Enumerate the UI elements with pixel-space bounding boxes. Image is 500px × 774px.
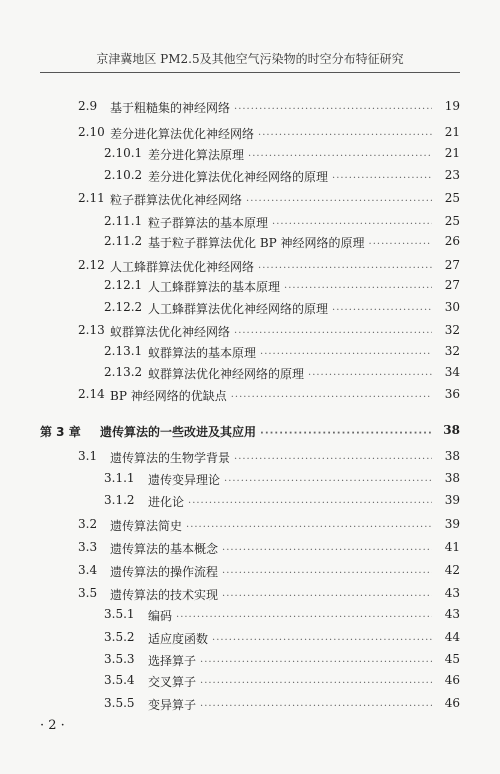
toc-entry-title: 蚁群算法的基本原理 <box>148 346 257 360</box>
toc-entry-title: 人工蜂群算法优化神经网络 <box>110 260 255 274</box>
toc-entry-title-line <box>110 191 436 208</box>
toc-entry-title-line <box>148 214 436 231</box>
leader-dots <box>200 678 432 689</box>
toc-entry-title: 人工蜂群算法优化神经网络的原理 <box>148 302 329 316</box>
toc-entry-number: 3.1.1 <box>104 471 135 485</box>
toc-entry-title: 差分进化算法优化神经网络 <box>110 127 255 141</box>
leader-dots <box>188 498 432 509</box>
toc-entry-page: 34 <box>444 365 460 379</box>
toc-entry-page: 41 <box>444 540 460 554</box>
leader-dots <box>222 545 432 556</box>
toc-entry-title-line <box>110 586 436 603</box>
toc-entry-title: 粒子群算法优化神经网络 <box>110 193 243 207</box>
toc-entry <box>0 694 500 714</box>
leader-dots <box>222 568 432 579</box>
leader-dots <box>246 196 432 207</box>
toc-entry-title: BP 神经网络的优缺点 <box>110 389 227 403</box>
toc-entry-title: 交叉算子 <box>148 675 197 689</box>
toc-entry-page: 42 <box>444 563 460 577</box>
toc-entry <box>0 447 500 467</box>
toc-entry <box>0 232 500 252</box>
toc-entry-page: 39 <box>444 493 460 507</box>
toc-entry-page: 38 <box>444 449 460 463</box>
toc-entry-title-line <box>110 258 436 275</box>
toc-entry-title-line <box>148 365 436 382</box>
leader-dots <box>369 239 432 250</box>
toc-entry-title-line <box>148 607 436 624</box>
page-number: · 2 · <box>40 718 65 733</box>
toc-entry <box>0 212 500 232</box>
toc-entry-title: 基于粒子群算法优化 BP 神经网络的原理 <box>148 236 365 250</box>
toc-entry-number: 2.11.2 <box>104 234 143 248</box>
toc-entry-number: 2.14 <box>78 387 105 401</box>
toc-entry <box>0 166 500 186</box>
toc-entry-title: 人工蜂群算法的基本原理 <box>148 280 281 294</box>
toc-entry <box>0 491 500 511</box>
toc-entry-number: 2.12.2 <box>104 300 143 314</box>
toc-entry <box>0 469 500 489</box>
toc-entry-page: 27 <box>444 258 460 272</box>
leader-dots <box>260 349 432 360</box>
leader-dots <box>272 219 432 230</box>
toc-entry <box>0 342 500 362</box>
toc-entry-title: 变异算子 <box>148 698 197 712</box>
toc-entry <box>0 628 500 648</box>
toc-entry-title-line <box>148 300 436 317</box>
toc-entry-title: 遗传算法简史 <box>110 519 183 533</box>
toc-entry-title: 遗传算法的生物学背景 <box>110 451 231 465</box>
toc-entry-title-line <box>148 146 436 163</box>
toc-entry-title-line <box>100 423 436 440</box>
toc-entry-number: 3.2 <box>78 517 98 531</box>
toc-entry-title: 遗传算法的基本概念 <box>110 542 219 556</box>
toc-entry <box>0 363 500 383</box>
toc-entry-title: 遗传变异理论 <box>148 473 221 487</box>
leader-dots <box>231 392 432 403</box>
toc-entry-page: 44 <box>444 630 460 644</box>
toc-entry <box>0 584 500 604</box>
toc-entry-title-line <box>148 696 436 713</box>
toc-entry-title-line <box>110 99 436 116</box>
toc-entry-page: 21 <box>444 146 460 160</box>
toc-entry <box>0 421 500 441</box>
toc-entry-number: 3.1.2 <box>104 493 135 507</box>
toc-entry-title-line <box>148 673 436 690</box>
toc-entry-page: 46 <box>444 696 460 710</box>
leader-dots <box>258 130 432 141</box>
toc-entry-number: 2.13 <box>78 323 105 337</box>
toc-entry-title: 遗传算法的一些改进及其应用 <box>100 425 257 439</box>
leader-dots <box>332 173 432 184</box>
toc-entry-page: 43 <box>444 607 460 621</box>
toc-entry-page: 23 <box>444 168 460 182</box>
toc-entry <box>0 144 500 164</box>
toc-entry-page: 43 <box>444 586 460 600</box>
toc-entry <box>0 538 500 558</box>
toc-entry-title-line <box>110 563 436 580</box>
toc-entry-title-line <box>148 630 436 647</box>
leader-dots <box>258 263 432 274</box>
toc-entry <box>0 515 500 535</box>
header-rule <box>40 72 460 73</box>
toc-entry-page: 32 <box>444 344 460 358</box>
leader-dots <box>308 370 432 381</box>
toc-entry-title-line <box>110 387 436 404</box>
toc-entry-title-line <box>110 125 436 142</box>
toc-entry-title-line <box>148 344 436 361</box>
leader-dots <box>176 612 432 623</box>
toc-entry <box>0 321 500 341</box>
toc-entry-number: 3.5.3 <box>104 652 135 666</box>
leader-dots <box>234 104 432 115</box>
toc-entry-title-line <box>148 234 436 251</box>
toc-entry-page: 25 <box>444 191 460 205</box>
toc-entry-number: 2.11.1 <box>104 214 143 228</box>
leader-dots <box>284 283 432 294</box>
toc-entry-number: 2.10 <box>78 125 105 139</box>
toc-entry-title: 粒子群算法的基本原理 <box>148 216 269 230</box>
toc-entry-page: 19 <box>444 99 460 113</box>
toc-entry <box>0 123 500 143</box>
leader-dots <box>200 701 432 712</box>
toc-entry-number: 3.1 <box>78 449 98 463</box>
toc-entry <box>0 276 500 296</box>
toc-entry <box>0 605 500 625</box>
toc-entry-title: 差分进化算法优化神经网络的原理 <box>148 170 329 184</box>
toc-entry-page: 26 <box>444 234 460 248</box>
toc-entry-page: 38 <box>444 471 460 485</box>
toc-entry-page: 36 <box>444 387 460 401</box>
toc-entry-title-line <box>148 168 436 185</box>
toc-entry <box>0 97 500 117</box>
leader-dots <box>222 591 432 602</box>
running-header-title: 京津冀地区 PM2.5及其他空气污染物的时空分布特征研究 <box>96 52 404 66</box>
toc-entry-number: 3.4 <box>78 563 98 577</box>
toc-entry <box>0 650 500 670</box>
toc-entry-title: 适应度函数 <box>148 632 209 646</box>
toc-entry-number: 3.5.2 <box>104 630 135 644</box>
toc-entry-number: 3.3 <box>78 540 98 554</box>
toc-entry-title: 蚁群算法优化神经网络的原理 <box>148 367 305 381</box>
toc-entry-title-line <box>110 540 436 557</box>
toc-entry-title: 基于粗糙集的神经网络 <box>110 101 231 115</box>
toc-entry-number: 2.11 <box>78 191 105 205</box>
toc-entry-title-line <box>148 471 436 488</box>
toc-entry <box>0 561 500 581</box>
toc-entry-title: 遗传算法的技术实现 <box>110 588 219 602</box>
toc-entry-title-line <box>148 278 436 295</box>
toc-entry-number: 2.12.1 <box>104 278 143 292</box>
leader-dots <box>332 305 432 316</box>
toc-entry-page: 38 <box>443 423 460 437</box>
toc-entry <box>0 256 500 276</box>
toc-entry-title: 遗传算法的操作流程 <box>110 565 219 579</box>
toc-entry <box>0 189 500 209</box>
toc-entry-page: 21 <box>444 125 460 139</box>
toc-entry <box>0 298 500 318</box>
toc-entry-number: 2.9 <box>78 99 98 113</box>
toc-entry-title: 蚁群算法优化神经网络 <box>110 325 231 339</box>
leader-dots <box>248 151 432 162</box>
toc-entry-title: 差分进化算法原理 <box>148 148 245 162</box>
toc-entry-number: 3.5 <box>78 586 98 600</box>
toc-entry <box>0 385 500 405</box>
running-header <box>40 50 460 67</box>
leader-dots <box>260 428 432 439</box>
toc-entry-number: 3.5.1 <box>104 607 135 621</box>
leader-dots <box>234 454 432 465</box>
toc-entry-page: 46 <box>444 673 460 687</box>
toc-entry-title: 编码 <box>148 609 173 623</box>
toc-entry-title: 进化论 <box>148 495 185 509</box>
toc-entry-title-line <box>148 652 436 669</box>
toc-entry-number: 2.10.2 <box>104 168 143 182</box>
toc-entry-number: 3.5.5 <box>104 696 135 710</box>
toc-entry-number: 2.13.1 <box>104 344 143 358</box>
toc-entry-title-line <box>110 449 436 466</box>
toc-entry-number: 2.13.2 <box>104 365 143 379</box>
leader-dots <box>200 657 432 668</box>
leader-dots <box>224 476 432 487</box>
leader-dots <box>212 635 432 646</box>
toc-entry-title-line <box>110 323 436 340</box>
toc-entry-page: 27 <box>444 278 460 292</box>
toc-entry-page: 30 <box>444 300 460 314</box>
toc-entry-number: 3.5.4 <box>104 673 135 687</box>
toc-entry <box>0 671 500 691</box>
toc-entry-number: 2.10.1 <box>104 146 143 160</box>
toc-entry-title: 选择算子 <box>148 654 197 668</box>
toc-entry-page: 45 <box>444 652 460 666</box>
leader-dots <box>234 328 432 339</box>
toc-entry-page: 25 <box>444 214 460 228</box>
toc-entry-page: 32 <box>444 323 460 337</box>
toc-entry-number: 第 3 章 <box>40 425 81 439</box>
toc-entry-title-line <box>148 493 436 510</box>
toc-entry-number: 2.12 <box>78 258 105 272</box>
toc-entry-page: 39 <box>444 517 460 531</box>
leader-dots <box>186 522 432 533</box>
toc-entry-title-line <box>110 517 436 534</box>
